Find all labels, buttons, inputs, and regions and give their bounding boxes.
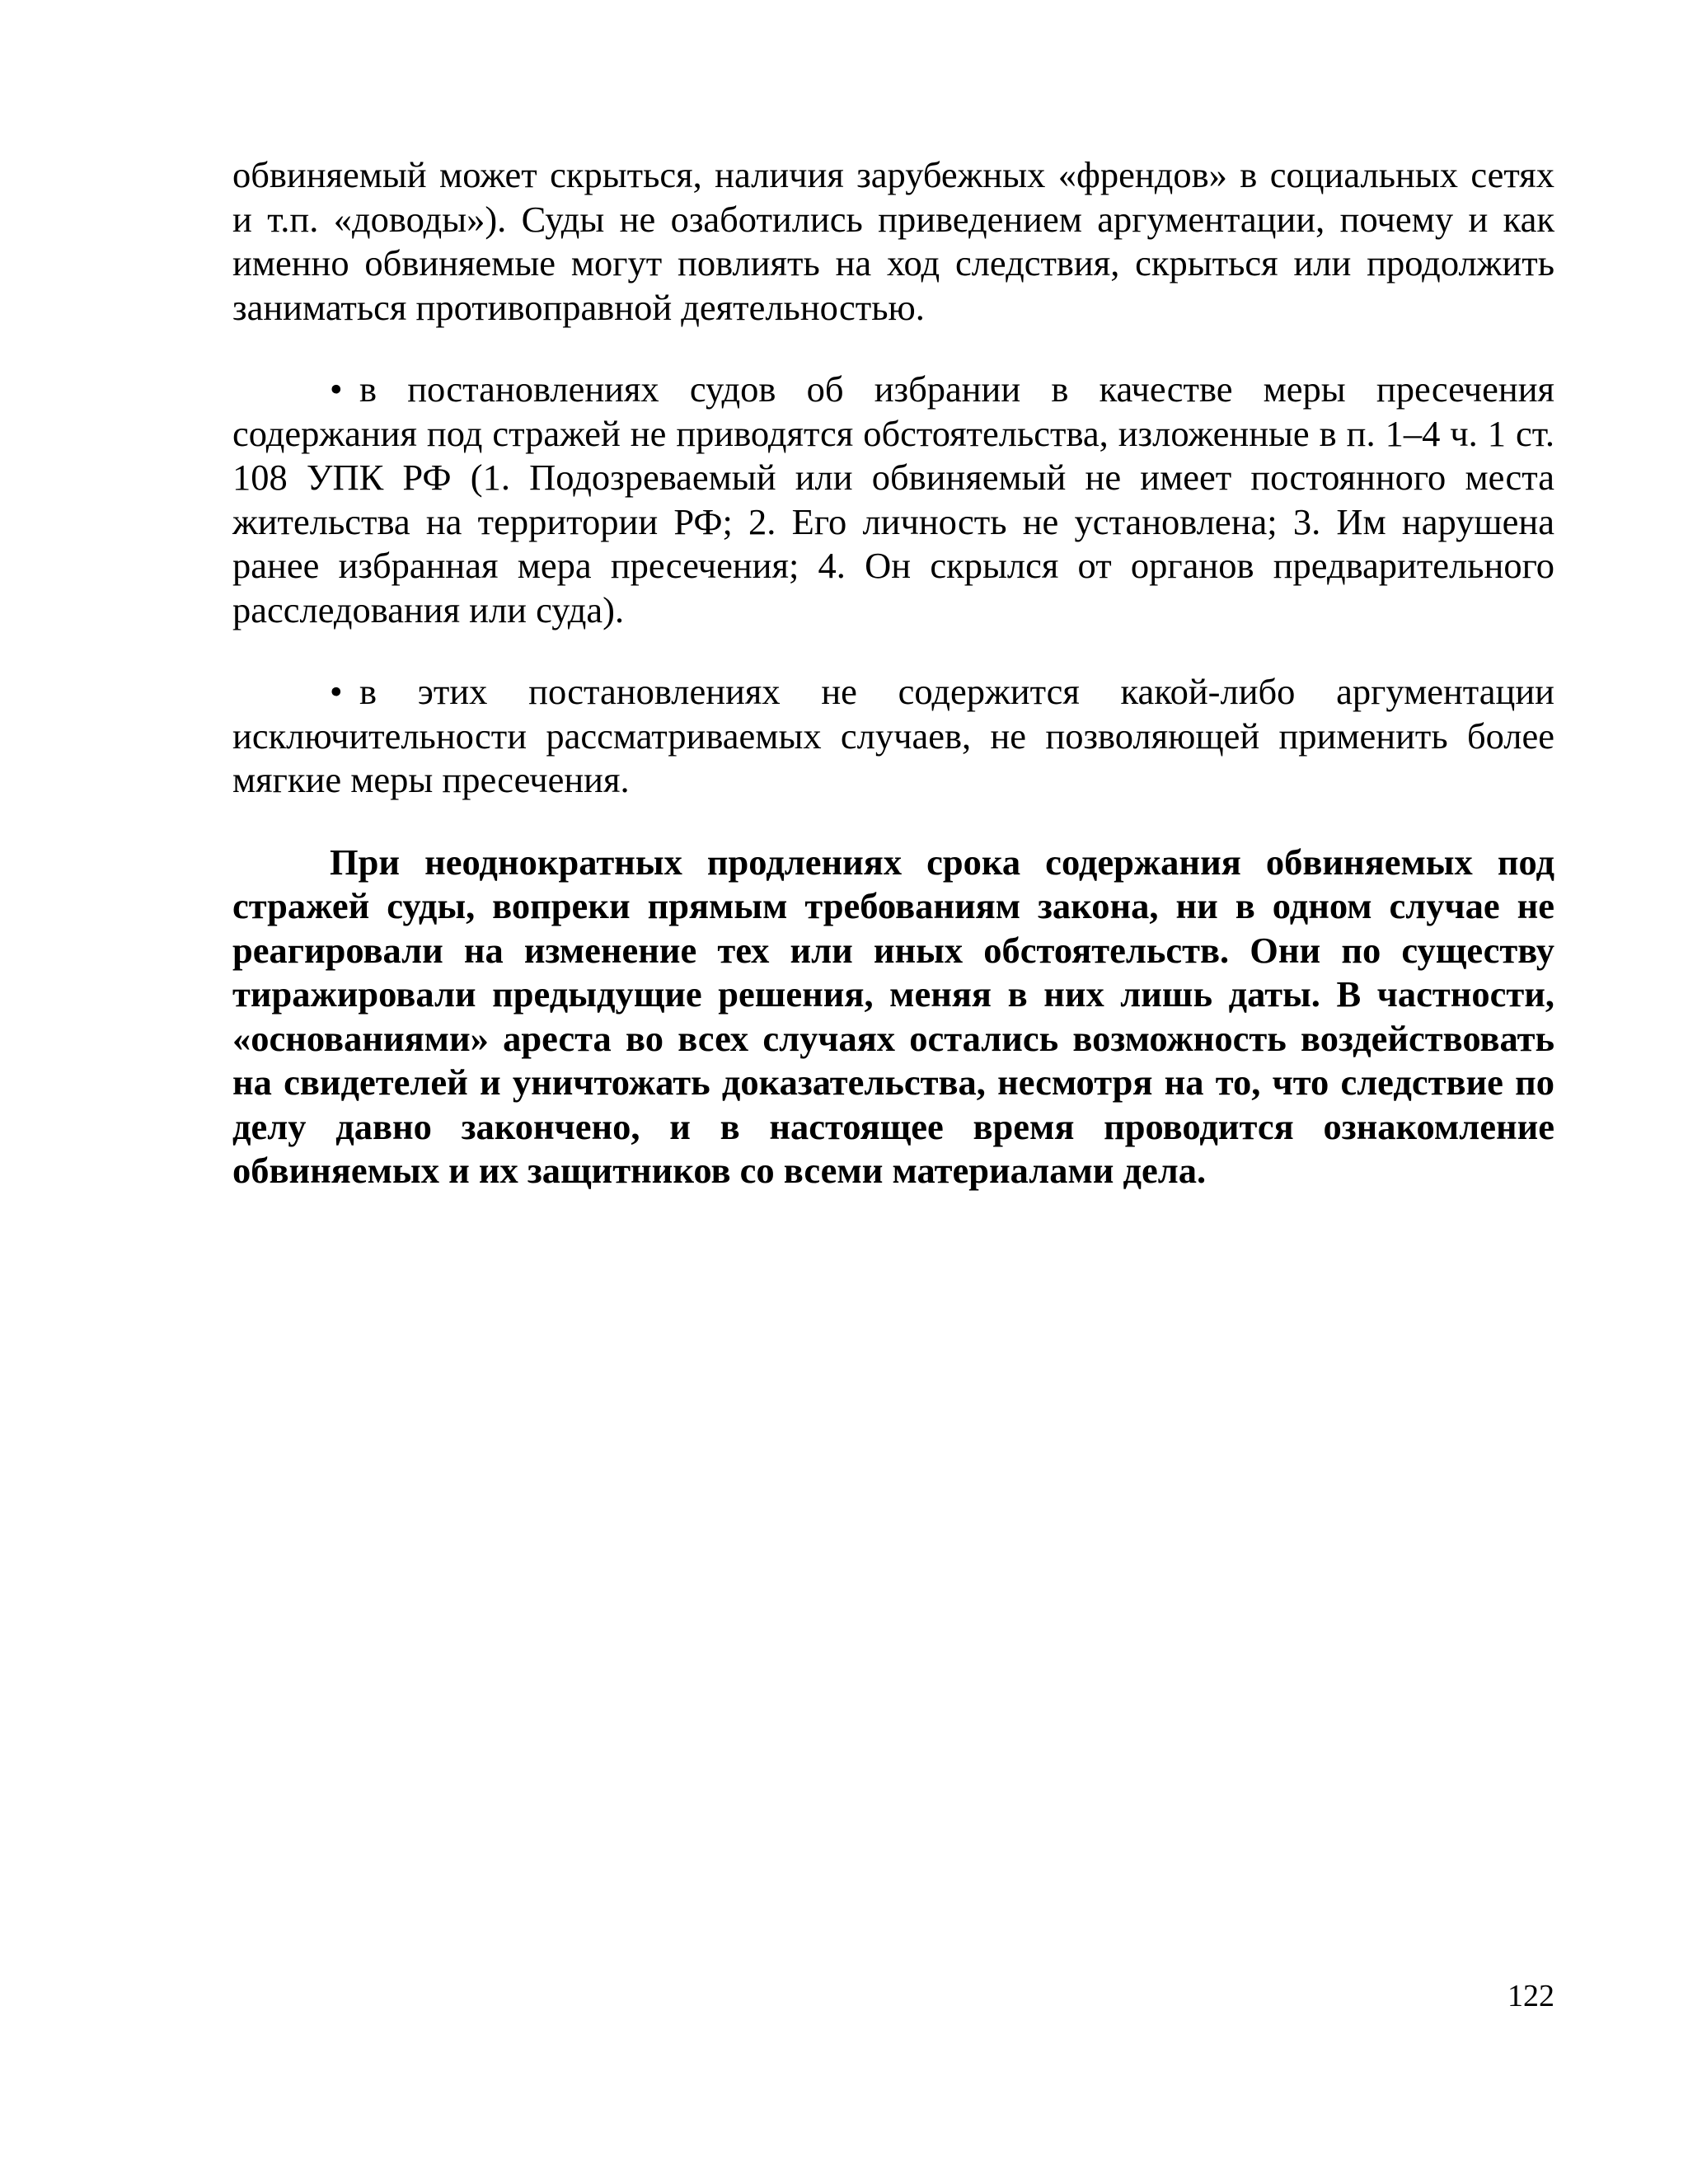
page-number: 122 <box>1507 1979 1554 2013</box>
paragraph-continuation: обвиняемый может скрыться, наличия зарубежных «френдов» в социальных сетях и т.п. «доводы»). Суды не озаботились приведением аргументации, почему и как именно обвиняемые могут повлиять на ход следствия, скрыться или продолжить заниматься противоправной деятельностью. <box>232 154 1554 328</box>
bullet-item-2 <box>232 670 1554 803</box>
bullet-text: в этих постановлениях не содержится какой-либо аргументации исключительности рассматриваемых случаев, не позволяющей применить более мягкие меры пресечения. <box>232 671 1554 800</box>
bullet-item-1 <box>232 368 1554 632</box>
bullet-text: в постановлениях судов об избрании в качестве меры пресечения содержания под стражей не приводятся обстоятельства, изложенные в п. 1–4 ч. 1 ст. 108 УПК РФ (1. Подозреваемый или обвиняемый не имеет постоянного места жительства на территории РФ; 2. Его личность не установлена; 3. Им нарушена ранее избранная мера пресечения; 4. Он скрылся от органов предварительного расследования или суда). <box>232 368 1554 630</box>
bullet-marker: • <box>330 671 343 712</box>
bold-paragraph: При неоднократных продлениях срока содержания обвиняемых под стражей суды, вопреки прямым требованиям закона, ни в одном случае не реагировали на изменение тех или иных обстоятельств. Они по существу тиражировали предыдущие решения, меняя в них лишь даты. В частности, «основаниями» ареста во всех случаях остались возможность воздействовать на свидетелей и уничтожать доказательства, несмотря на то, что следствие по делу давно закончено, и в настоящее время проводится ознакомление обвиняемых и их защитников со всеми материалами дела. <box>232 841 1554 1191</box>
document-body <box>232 153 1554 1193</box>
bullet-marker: • <box>330 368 343 410</box>
